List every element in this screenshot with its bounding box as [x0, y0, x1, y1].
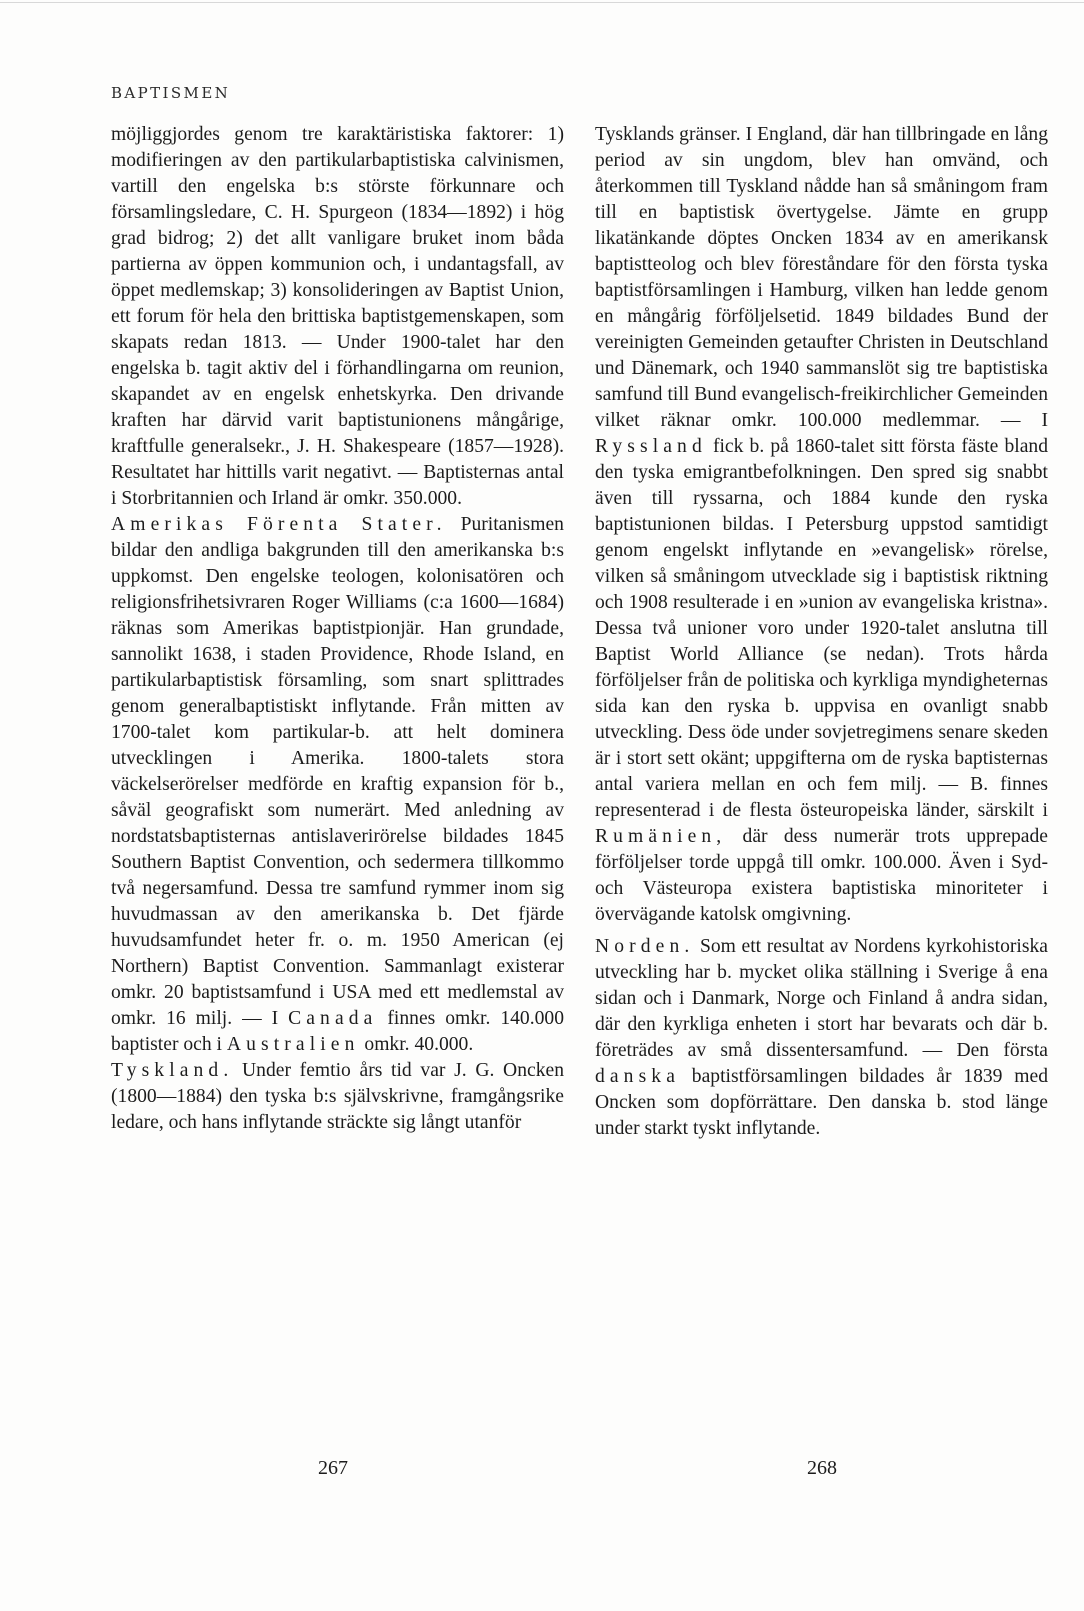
paragraph-usa: [111, 512, 564, 1058]
paragraph-romania-text: där dess numerär trots upprepade förföljelser torde uppgå till omkr. 100.000. Även i Syd- och Västeuropa existera baptistiska minoriteter i övervägande katolsk omgivning.: [595, 826, 1048, 925]
page-number-right: 268: [807, 1457, 837, 1479]
left-column: [111, 122, 564, 1136]
page-number-left: 267: [318, 1457, 348, 1479]
paragraph-germany-text: Under femtio års tid var J. G. Oncken (1800—1884) den tyska b:s självskrivne, framgångsrike ledare, och hans inflytande sträckte sig långt utanför: [111, 1060, 564, 1133]
spaced-word-russia: Ryssland: [595, 436, 707, 457]
paragraph-germany: [111, 1058, 564, 1136]
spaced-word-danish: danska: [595, 1066, 680, 1087]
spaced-word-romania: Rumänien,: [595, 826, 727, 847]
paragraph-usa-end: omkr. 40.000.: [359, 1034, 474, 1055]
right-column: [595, 122, 1048, 1142]
paragraph-germany-russia: [595, 122, 1048, 928]
paragraph-russia-text: fick b. på 1860-talet sitt första fäste bland den tyska emigrantbefolkningen. Den spred sig snabbt även till ryssarna, och 1884 kunde den ryska baptistunionen bildas. I Petersburg uppstod samtidigt genom engelskt inflytande en »evangelisk» rörelse, vilken så småningom utvecklade sig i baptistisk riktning och 1908 resulterade i en »union av evangeliska kristna». Dessa två unioner voro under 1920-talet anslutna till Baptist World Alliance (se nedan). Trots hårda förföljelser från de politiska och kyrkliga myndigheternas sida kan den ryska b. uppvisa en ovanligt snabb utveckling. Dess öde under sovjetregimens senare skeden är i stort sett okänt; uppgifterna om de ryska baptisternas antal variera mellan en och fem milj. — B. finnes representerad i de flesta östeuropeiska länder, särskilt i: [595, 436, 1048, 821]
scan-edge-line: [0, 2, 1084, 3]
section-heading-usa: Amerikas Förenta Stater.: [111, 514, 447, 535]
spaced-word-australia: Australien: [226, 1034, 360, 1055]
paragraph-usa-mid: finnes omkr. 140.000 baptister och i: [111, 1008, 565, 1055]
paragraph-germany-cont: Tysklands gränser. I England, där han tillbringade en lång period av sin ungdom, blev han omvänd, och återkommen till Tyskland nådde han så småningom fram till en baptistisk övertygelse. Jämte en grupp likatänkande döptes Oncken 1834 av en amerikansk baptistteolog och blev föreståndare för den första tyska baptistförsamlingen i Hamburg, vilken han ledde genom en mångårig förföljelsetid. 1849 bildades Bund der vereinigten Gemeinden getaufter Christen in Deutschland und Dänemark, och 1940 sammanslöt sig tre baptistiska samfund till Bund evangelisch-freikirchlicher Gemeinden vilket räknar omkr. 100.000 medlemmar. — I: [595, 124, 1048, 431]
section-heading-germany: Tyskland.: [111, 1060, 234, 1081]
spaced-word-canada: Canada: [288, 1008, 378, 1029]
paragraph-nordic: [595, 934, 1048, 1142]
paragraph-usa-text: Puritanismen bildar den andliga bakgrunden till den amerikanska b:s uppkomst. Den engelske teologen, kolonisatören och religionsfrihetsivraren Roger Williams (c:a 1600—1684) räknas som Amerikas baptistpionjär. Han grundade, sannolikt 1638, i staden Providence, Rhode Island, en partikularbaptistisk församling, som snart splittrades genom generalbaptistiskt inflytande. Från mitten av 1700-talet kom partikular-b. att helt dominera utvecklingen i Amerika. 1800-talets stora väckelserörelser medförde en kraftig expansion för b., såväl geografiskt som numerärt. Med anledning av nordstatsbaptisternas antislaverirörelse bildades 1845 Southern Baptist Convention, och sedermera tillkommo två negersamfund. Dessa tre samfund rymmer inom sig huvudmassan av den amerikanska b. Det fjärde huvudsamfundet heter fr. o. m. 1950 American (ej Northern) Baptist Convention. Sammanlagt existerar omkr. 20 baptistsamfund i USA med ett medlemstal av omkr. 16 milj. — I: [111, 514, 564, 1029]
paragraph-nordic-text: Som ett resultat av Nordens kyrkohistoriska utveckling har b. mycket olika ställning i Sverige å ena sidan och i Danmark, Norge och Finland å andra sidan, där den kyrkliga enheten i stort har bevarats och där b. företrädes av små dissentersamfund. — Den första: [595, 936, 1048, 1061]
paragraph-britain: möjliggjordes genom tre karaktäristiska faktorer: 1) modifieringen av den partikularbaptistiska calvinismen, vartill den engelska b:s störste förkunnare och församlingsledare, C. H. Spurgeon (1834—1892) i hög grad bidrog; 2) det allt vanligare bruket inom båda partierna av öppen kommunion och, i undantagsfall, av öppet medlemskap; 3) konsolideringen av Baptist Union, ett forum för hela den brittiska baptistgemenskapen, som skapats redan 1813. — Under 1900-talet har den engelska b. tagit aktiv del i förhandlingarna om reunion, skapandet av en engelsk enhetskyrka. Den drivande kraften har därvid varit baptistunionens mångårige, kraftfulle generalsekr., J. H. Shakespeare (1857—1928). Resultatet har hittills varit negativt. — Baptisternas antal i Storbritannien och Irland är omkr. 350.000.: [111, 124, 564, 509]
running-header: BAPTISMEN: [111, 84, 231, 102]
paragraph-nordic-end: baptistförsamlingen bildades år 1839 med Oncken som dopförrättare. Den danska b. stod länge under starkt tyskt inflytande.: [595, 1066, 1048, 1139]
section-heading-nordic: Norden.: [595, 936, 695, 957]
